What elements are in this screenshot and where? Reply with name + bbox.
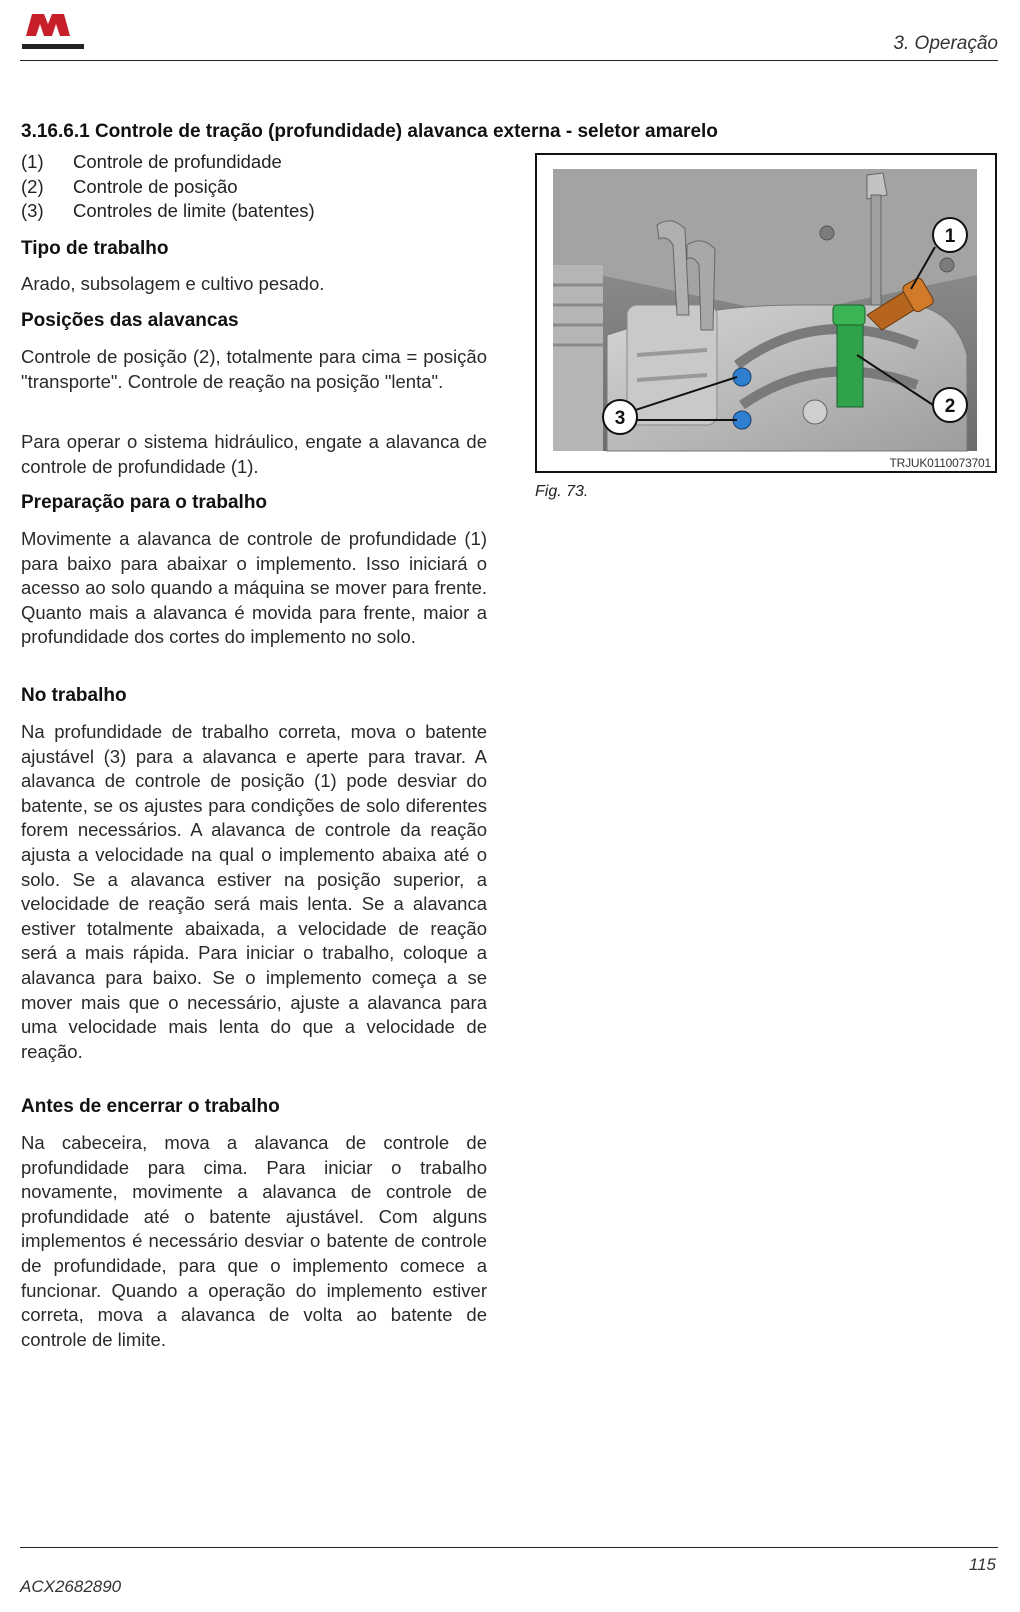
figure-frame	[535, 153, 997, 473]
legend-item	[21, 175, 315, 200]
legend-list	[21, 150, 315, 224]
header-divider	[20, 60, 998, 61]
heading-posicoes: Posições das alavancas	[21, 310, 239, 331]
legend-item	[21, 199, 315, 224]
callout-2	[933, 388, 967, 422]
section-title: 3.16.6.1 Controle de tração (profundidade) alavanca externa - seletor amarelo	[21, 121, 718, 142]
legend-label: Controles de limite (batentes)	[73, 200, 315, 221]
callout-3	[603, 400, 637, 434]
svg-text:1: 1	[944, 226, 956, 247]
legend-number: (2)	[21, 175, 44, 197]
paragraph-posicoes-1: Controle de posição (2), totalmente para cima = posição "transporte". Controle de reação na posição "lenta".	[21, 346, 487, 392]
legend-label: Controle de posição	[73, 175, 238, 197]
brand-logo	[20, 10, 90, 54]
heading-tipo-de-trabalho: Tipo de trabalho	[21, 238, 169, 259]
legend-number: (1)	[21, 151, 44, 172]
figure-caption: Fig. 73.	[535, 483, 589, 500]
legend-label: Controle de profundidade	[73, 151, 282, 172]
paragraph-tipo: Arado, subsolagem e cultivo pesado.	[21, 273, 325, 294]
legend-number: (3)	[21, 200, 44, 221]
paragraph-preparacao: Movimente a alavanca de controle de profundidade (1) para baixo para abaixar o implemento. Isso iniciará o acesso ao solo quando a máquina se mover para frente. Quanto mais a alavanca é movida para frente, maior a profundidade dos cortes do implemento no solo.	[21, 528, 487, 648]
page-number: 115	[968, 1555, 996, 1574]
document-code: ACX2682890	[20, 1577, 122, 1596]
heading-encerrar: Antes de encerrar o trabalho	[21, 1096, 280, 1117]
heading-preparacao: Preparação para o trabalho	[21, 492, 268, 513]
svg-text:3: 3	[614, 408, 626, 429]
callout-1	[933, 218, 967, 252]
footer-divider	[20, 1547, 998, 1548]
paragraph-no-trabalho: Na profundidade de trabalho correta, mova o batente ajustável (3) para a alavanca e aperte para travar. A alavanca de controle de posição (1) pode desviar do batente, se os ajustes para condições de solo diferentes forem necessários. A alavanca de controle da reação ajusta a velocidade na qual o implemento abaixa até o solo. Se a alavanca estiver na posição superior, a velocidade de reação será mais lenta. Se a alavanca estiver totalmente abaixada, a velocidade de reação será a mais rápida. Para iniciar o trabalho, coloque a alavanca para baixo. Se o implemento começa a se mover mais que o necessário, ajuste a alavanca para uma velocidade mais lenta do que a velocidade de reação.	[21, 721, 487, 1062]
figure-code: TRJUK0110073701	[889, 456, 991, 470]
lever-illustration	[537, 155, 995, 471]
legend-item	[21, 150, 315, 175]
svg-text:2: 2	[944, 396, 956, 417]
paragraph-posicoes-2: Para operar o sistema hidráulico, engate a alavanca de controle de profundidade (1).	[21, 431, 487, 477]
heading-no-trabalho: No trabalho	[21, 685, 127, 706]
chapter-title: 3. Operação	[893, 33, 998, 54]
paragraph-encerrar: Na cabeceira, mova a alavanca de controle de profundidade para cima. Para iniciar o trabalho novamente, movimente a alavanca de controle de profundidade até o batente ajustável. Com alguns implementos é necessário desviar o batente de controle de profundidade, para que o implemento comece a funcionar. Quando a operação do implemento estiver correta, mova a alavanca de volta ao batente de controle de limite.	[21, 1132, 487, 1350]
